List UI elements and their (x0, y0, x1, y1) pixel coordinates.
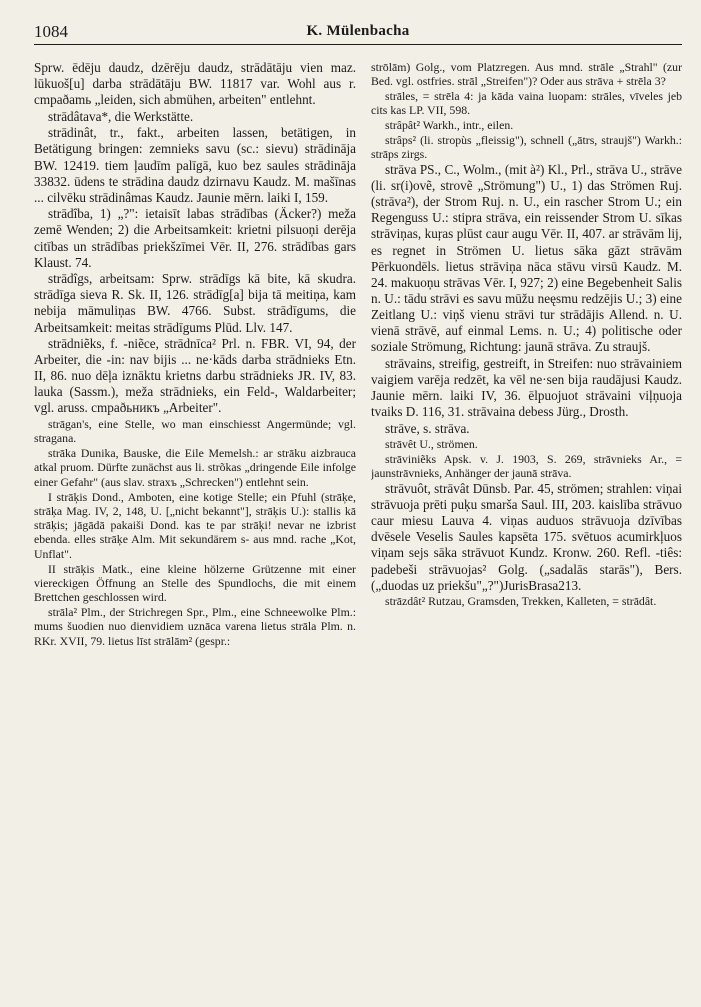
dictionary-entry: strāvêt U., strömen. (385, 437, 478, 452)
dictionary-entry: strāzdât² Rutzau, Gramsden, Trekken, Kalleten, = strādât. (385, 594, 657, 609)
dictionary-entry: strāles, = strēla 4: ja kāda vaina luopam: strāles, vīveles jeb cits kas LP. VII, 598. (371, 89, 682, 118)
page-header (34, 22, 682, 45)
dictionary-entry: I strāķis Dond., Amboten, eine kotige Stelle; ein Pfuhl (strāķe, strāķa Mag. IV, 2, 148, U. [„nicht bekannt"], strāķis U.): stallis kā strāķis; jāgādā pakaiši Dond. kas te par strāķi! nevar ne izbrist ebenda. elles strāķe Alm. Mit sekundärem s- aus mnd. rache „Kot, Unflat". (34, 489, 356, 561)
running-head-author: K. Mülenbacha (306, 23, 410, 39)
dictionary-entry: strāva PS., C., Wolm., (mit à²) Kl., Prl., strāva U., strāve (li. sr(i)ovẽ, strovẽ „Strömung") U., 1) das Strömen Ruj. (strāva²), der Strom Ruj. n. U., ein rascher Strom U.; ein Regenguss U.: stipra strāva, ein reissender Strom U. sīkas strāviņas, kuŗas plūst caur augu Vēr. II, 407. ar strāvām lij, es regnet in Strömen U. lietus sāka gāzt strāvām Pērkuondēls. lietus strāviņa nāca stāvu virsū Kaudz. M. 24. makuoņu strāvas Vēr. I, 927; 2) eine Begebenheit Salis n. U.: tādu strāvi es savu mūžu neęsmu redzējis U.; 3) eine Zeitlang U.: viņš vienu strāvi tur strādājis Allend. n. U. vienā strāvē, auf einmal Lems. n. U.; 4) politische oder soziale Strömung, Richtung: jaunā strāva. Zu straujš. (371, 162, 682, 355)
dictionary-entry: strādniẽks, f. -niẽce, strādnīca² Prl. n. FBR. VI, 94, der Arbeiter, die -in: nav bijis ... ne·kāds darba strādnieks Etn. II, 86. nuo dēļa iznāktu krietns darbu strādnieks JR. IV, 83. lauka (Sassm.), meža strādnieks, ein Feld-, Waldarbeiter; vgl. aruss. cmpaðьникъ „Arbeiter". (34, 336, 356, 416)
dictionary-entry: strādîba, 1) „?": ietaisīt labas strādības (Äcker?) meža zemē Wenden; 2) die Arbeitsamkeit: krietni pilsuoņi derēja citības un strādības priekšzīmei Vēr. II, 276. strādības gars Klaust. 74. (34, 206, 356, 270)
dictionary-entry: strāve, s. strāva. (385, 420, 470, 436)
dictionary-entry: strāvuôt, strāvât Dūnsb. Par. 45, strömen; strahlen: viņai strāvuoja prēti puķu smarša Saul. III, 203. kaislība strāvuo caur miesu Lauva 4. viņas auduos strāvuoja dzīvības dvēsele Veselis Saules kapsēta 175. svētuos acumirkļuos viņam sejs sāka strāvuot Kundz. Kronw. 260. Refl. -tiês: padebeši strāvuojas² Golg. („sadalās starās"), Bers. („duodas uz priekšu"„?")JurisBrasa213. (371, 481, 682, 593)
dictionary-entry: strāvains, streifig, gestreift, in Streifen: nuo strāvainiem vaigiem varēja redzēt, ka vēl ne·sen bija raudājusi Kaudz. Jaunie mērn. laiki IV, 36. ēlpuojuot strāvaini viļņuoja tvaiks D. 116, 31. strāvaina debess Jürg., Drosth. (371, 355, 682, 419)
dictionary-entry: strâps² (li. stropùs „fleissig"), schnell („ātrs, straujš") Warkh.: strāps zirgs. (371, 132, 682, 162)
dictionary-entry: strōlām) Golg., vom Platzregen. Aus mnd. strāle „Strahl" (zur Bed. vgl. ostfries. strāl „Streifen")? Oder aus strāva + strēla 3? (371, 60, 682, 89)
page-number: 1084 (34, 22, 68, 41)
dictionary-entry: strāviniẽks Apsk. v. J. 1903, S. 269, strāvnieks Ar., = jaunstrāvnieks, Anhänger der jaunā strāva. (371, 451, 682, 481)
left-column (34, 60, 356, 990)
dictionary-entry: strādâtava*, die Werkstätte. (48, 108, 194, 124)
dictionary-entry: Sprw. ēdēju daudz, dzērēju daudz, strādātāju vien maz. lūkuoš[u] darba strādātāju BW. 11817 var. Wohl aus r. cmpaðamь „leiden, sich abmühen, arbeiten" entlehnt. (34, 60, 356, 108)
dictionary-entry: strâpât² Warkh., intr., eilen. (385, 118, 514, 133)
dictionary-entry: strāla² Plm., der Strichregen Spr., Plm., eine Schneewolke Plm.: mums šuodien nuo dienvidiem uznāca varena lietus strāla Plm. n. RKr. XVII, 79. lietus līst strālām² (gespr.: (34, 604, 356, 648)
dictionary-entry: strāgan's, eine Stelle, wo man einschiesst Angermünde; vgl. stragana. (34, 417, 356, 446)
dictionary-entry: strādîgs, arbeitsam: Sprw. strādīgs kā bite, kā skudra. strādīga sieva R. Sk. II, 126. strādīg[a] bija tā meitiņa, kam nebija māmuliņas BW. 4766. Subst. strādīgums, die Arbeitsamkeit: meitas strādīgums Plūd. Llv. 147. (34, 271, 356, 335)
dictionary-entry: strādinât, tr., fakt., arbeiten lassen, betätigen, in Betätigung bringen: zemnieks savu (sc.: sievu) strādināja BW. 12419. tiem ļaudīm palīgā, kuo bez saules strādināja 33832. ūdens te strādina daudz dzirnavu Kaudz. M. mašīnas ... cilvēku strādinâmas Kaudz. Jaunie mērn. laiki I, 159. (34, 125, 356, 205)
dictionary-entry: II strāķis Matk., eine kleine hölzerne Grützenne mit einer viereckigen Öffnung an Stelle des Spundlochs, die mit einem Brettchen geschlossen wird. (34, 561, 356, 605)
dictionary-entry: strāka Dunika, Bauske, die Eile Memelsh.: ar strāku aizbrauca atkal pruom. Dürfte zunächst aus li. strõkas „dringende Eile infolge einer Gefahr" (aus slav. straxъ „Schrecken") entlehnt sein. (34, 446, 356, 489)
right-column (371, 60, 682, 990)
